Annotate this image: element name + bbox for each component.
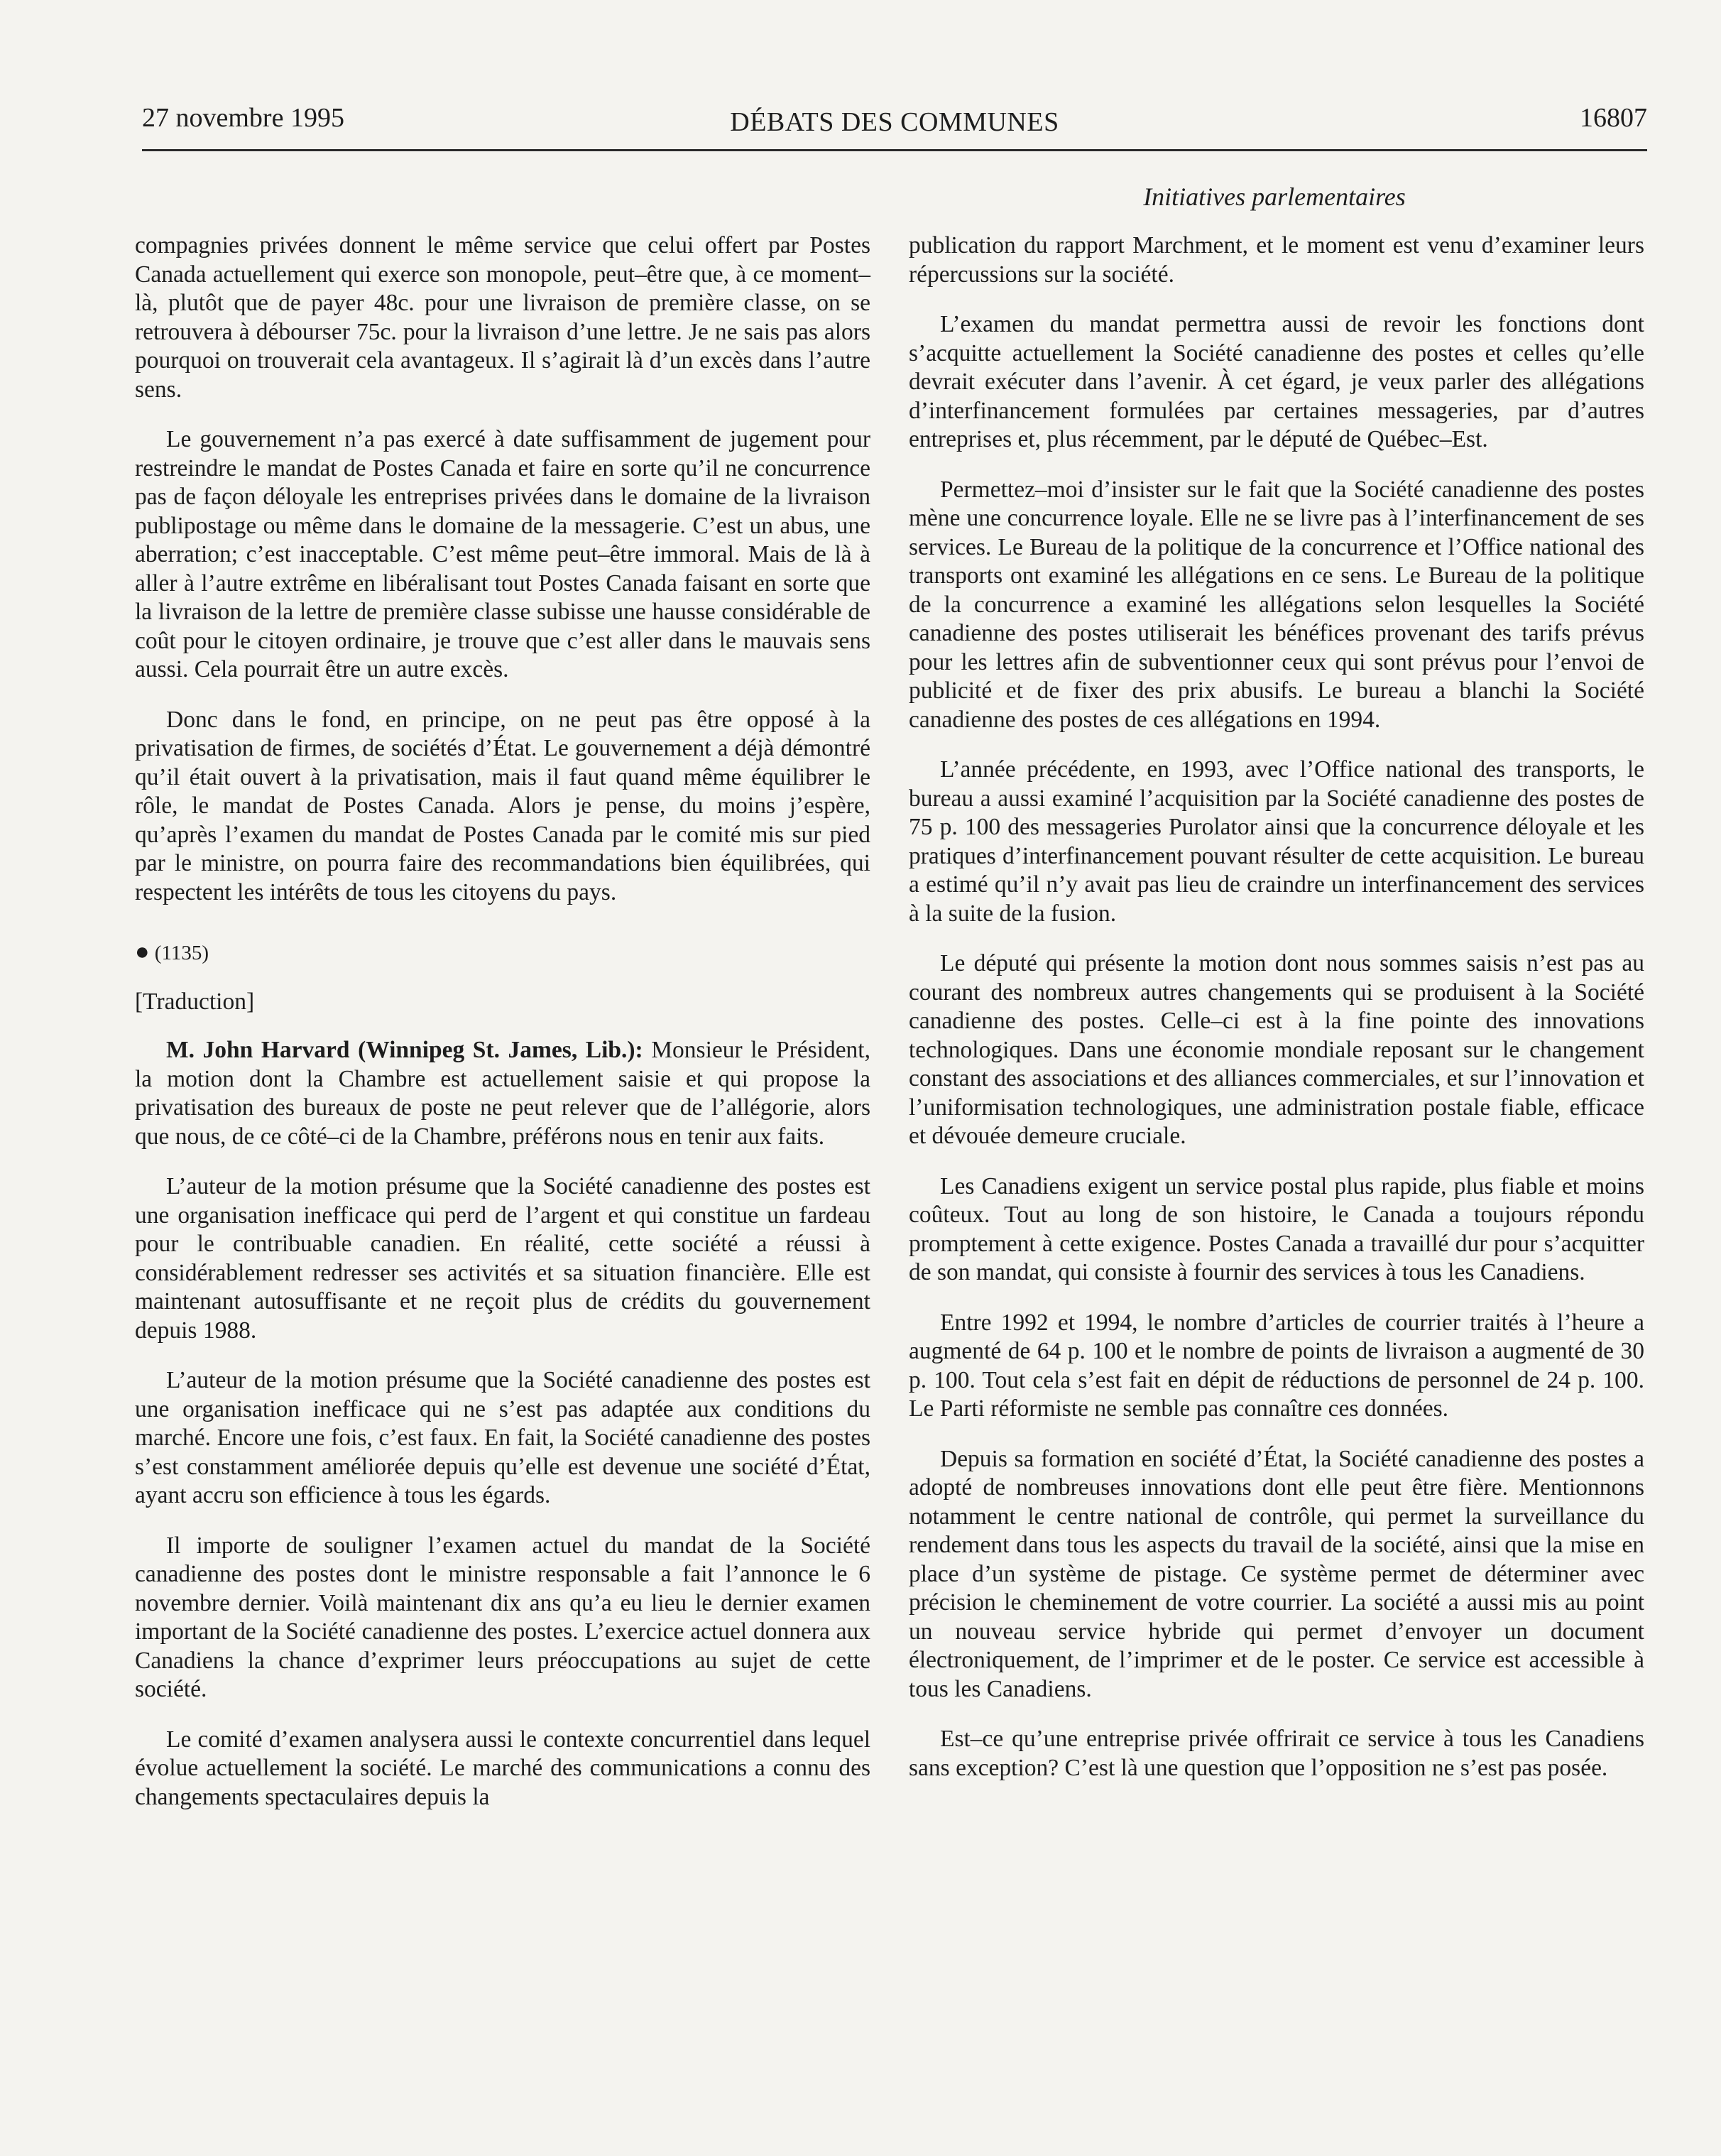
- paragraph: Le comité d’examen analysera aussi le contexte concurrentiel dans lequel évolue actuellement la société. Le marché des communications a connu des changements spectaculaires depuis la: [135, 1726, 870, 1810]
- paragraph: Le député qui présente la motion dont nous sommes saisis n’est pas au courant des nombreux autres changements qui se produisent à la Société canadienne des postes. Celle–ci est à la fine pointe des innovations technologiques. Dans une économie mondiale reposant sur le changement constant des associations et des alliances commerciales, et sur l’innovation et l’uniformisation technologiques, une administration postale fiable, efficace et dévouée demeure cruciale.: [909, 950, 1644, 1149]
- speech-text: Monsieur le Président, la motion dont la Chambre est actuellement saisie et qui propose la privatisation des bureaux de poste ne peut relever que de l’allégorie, alors que nous, de ce côté–ci de la Chambre, préférons nous en tenir aux faits.: [135, 1037, 870, 1150]
- paragraph: Le gouvernement n’a pas exercé à date suffisamment de jugement pour restreindre le mandat de Postes Canada et faire en sorte qu’il ne concurrence pas de façon déloyale les entreprises privées dans le domaine de la livraison publipostage ou même dans le domaine de la messagerie. C’est un abus, une aberration; c’est inacceptable. C’est même peut–être immoral. Mais de là à aller à l’autre extrême en libéralisant tout Postes Canada faisant en sorte que la livraison de la lettre de première classe subisse une hausse considérable de coût pour le citoyen ordinaire, je trouve que c’est aller dans le mauvais sens aussi. Cela pourrait être un autre excès.: [135, 426, 870, 682]
- paragraph: L’auteur de la motion présume que la Société canadienne des postes est une organisation inefficace qui perd de l’argent et qui constitue un fardeau pour le contribuable canadien. En réalité, cette société a réussi à considérablement redresser ses activités et sa situation financière. Elle est maintenant autosuffisante et ne reçoit plus de crédits du gouvernement depuis 1988.: [135, 1173, 870, 1344]
- paragraph: Est–ce qu’une entreprise privée offrirait ce service à tous les Canadiens sans exception? C’est là une question que l’opposition ne s’est pas posée.: [909, 1726, 1644, 1781]
- speaker-paragraph: [135, 1036, 870, 1151]
- time-marker: [135, 938, 870, 968]
- paragraph: Entre 1992 et 1994, le nombre d’articles de courrier traités à l’heure a augmenté de 64 p. 100 et le nombre de points de livraison a augmenté de 30 p. 100. Tout cela s’est fait en dépit de réductions de personnel de 24 p. 100. Le Parti réformiste ne semble pas connaître ces données.: [909, 1309, 1644, 1422]
- paragraph: Depuis sa formation en société d’État, la Société canadienne des postes a adopté de nombreuses innovations dont elle peut être fière. Mentionnons notamment le centre national de contrôle, qui permet la surveillance du rendement dans tous les aspects du travail de la société, ainsi que la mise en place d’un système de pistage. Ce système permet de déterminer avec précision le cheminement de votre courrier. La société a aussi mis au point un nouveau service hybride qui permet d’envoyer un document électroniquement, de l’imprimer et de le poster. Ce service est accessible à tous les Canadiens.: [909, 1445, 1644, 1702]
- paragraph: Il importe de souligner l’examen actuel du mandat de la Société canadienne des postes dont le ministre responsable a fait l’annonce le 6 novembre dernier. Voilà maintenant dix ans qu’a eu lieu le dernier examen important de la Société canadienne des postes. L’exercice actuel donnera aux Canadiens la chance d’exprimer leurs préoccupations au sujet de cette société.: [135, 1532, 870, 1702]
- paragraph: Permettez–moi d’insister sur le fait que la Société canadienne des postes mène une concurrence loyale. Elle ne se livre pas à l’interfinancement de ses services. Le Bureau de la politique de la concurrence et l’Office national des transports ont examiné les allégations en ce sens. Le Bureau de la politique de la concurrence a examiné les allégations selon lesquelles la Société canadienne des postes utiliserait les bénéfices provenant des tarifs prévus pour les lettres afin de subventionner ceux qui sont prévus pour l’envoi de publicité et de fixer des prix abusifs. Le bureau a blanchi la Société canadienne des postes de ces allégations en 1994.: [909, 476, 1644, 733]
- paragraph: Les Canadiens exigent un service postal plus rapide, plus fiable et moins coûteux. Tout au long de son histoire, le Canada a toujours répondu promptement à cette exigence. Postes Canada a travaillé dur pour s’acquitter de son mandat, qui consiste à fournir des services à tous les Canadiens.: [909, 1172, 1644, 1285]
- header-publication: DÉBATS DES COMMUNES: [730, 107, 1059, 137]
- paragraph: publication du rapport Marchment, et le moment est venu d’examiner leurs répercussions sur la société.: [909, 232, 1644, 288]
- bullet-icon: ●: [135, 939, 150, 965]
- header-page-number: 16807: [1580, 103, 1647, 133]
- language-marker: [Traduction]: [135, 988, 255, 1015]
- speaker-name: M. John Harvard (Winnipeg St. James, Lib.):: [166, 1037, 643, 1063]
- left-column: [135, 232, 870, 1833]
- paragraph: L’année précédente, en 1993, avec l’Office national des transports, le bureau a aussi examiné l’acquisition par la Société canadienne des postes de 75 p. 100 des messageries Purolator ainsi que la concurrence déloyale et les pratiques d’interfinancement pouvant résulter de cette acquisition. Le bureau a estimé qu’il n’y avait pas lieu de craindre un interfinancement des services à la suite de la fusion.: [909, 756, 1644, 927]
- paragraph: L’auteur de la motion présume que la Société canadienne des postes est une organisation inefficace qui ne s’est pas adaptée aux conditions du marché. Encore une fois, c’est faux. En fait, la Société canadienne des postes s’est constamment améliorée depuis qu’elle est devenue une société d’État, ayant accru son efficience à tous les égards.: [135, 1367, 870, 1508]
- running-header: [142, 99, 1647, 151]
- paragraph: compagnies privées donnent le même service que celui offert par Postes Canada actuellement qui exerce son monopole, peut–être que, à ce moment–là, plutôt que de payer 48c. pour une livraison de première classe, on se retrouvera à débourser 75c. pour la livraison d’une lettre. Je ne sais pas alors pourquoi on trouverait cela avantageux. Il s’agirait là d’un excès dans l’autre sens.: [135, 232, 870, 403]
- paragraph: L’examen du mandat permettra aussi de revoir les fonctions dont s’acquitte actuellement la Société canadienne des postes et celles qu’elle devrait exécuter dans l’avenir. À cet égard, je veux parler des allégations d’interfinancement formulées par certaines messageries, par d’autres entreprises et, plus récemment, par le député de Québec–Est.: [909, 311, 1644, 452]
- section-heading: Initiatives parlementaires: [1143, 183, 1406, 211]
- paragraph: Donc dans le fond, en principe, on ne peut pas être opposé à la privatisation de firmes, de sociétés d’État. Le gouvernement a déjà démontré qu’il était ouvert à la privatisation, mais il faut quand même équilibrer le rôle, le mandat de Postes Canada. Alors je pense, du moins j’espère, qu’après l’examen du mandat de Postes Canada par le comité mis sur pied par le ministre, on pourra faire des recommandations bien équilibrées, qui respectent les intérêts de tous les citoyens du pays.: [135, 706, 870, 905]
- time-stamp: (1135): [154, 942, 209, 964]
- header-date: 27 novembre 1995: [142, 103, 344, 133]
- right-column: [909, 232, 1644, 1804]
